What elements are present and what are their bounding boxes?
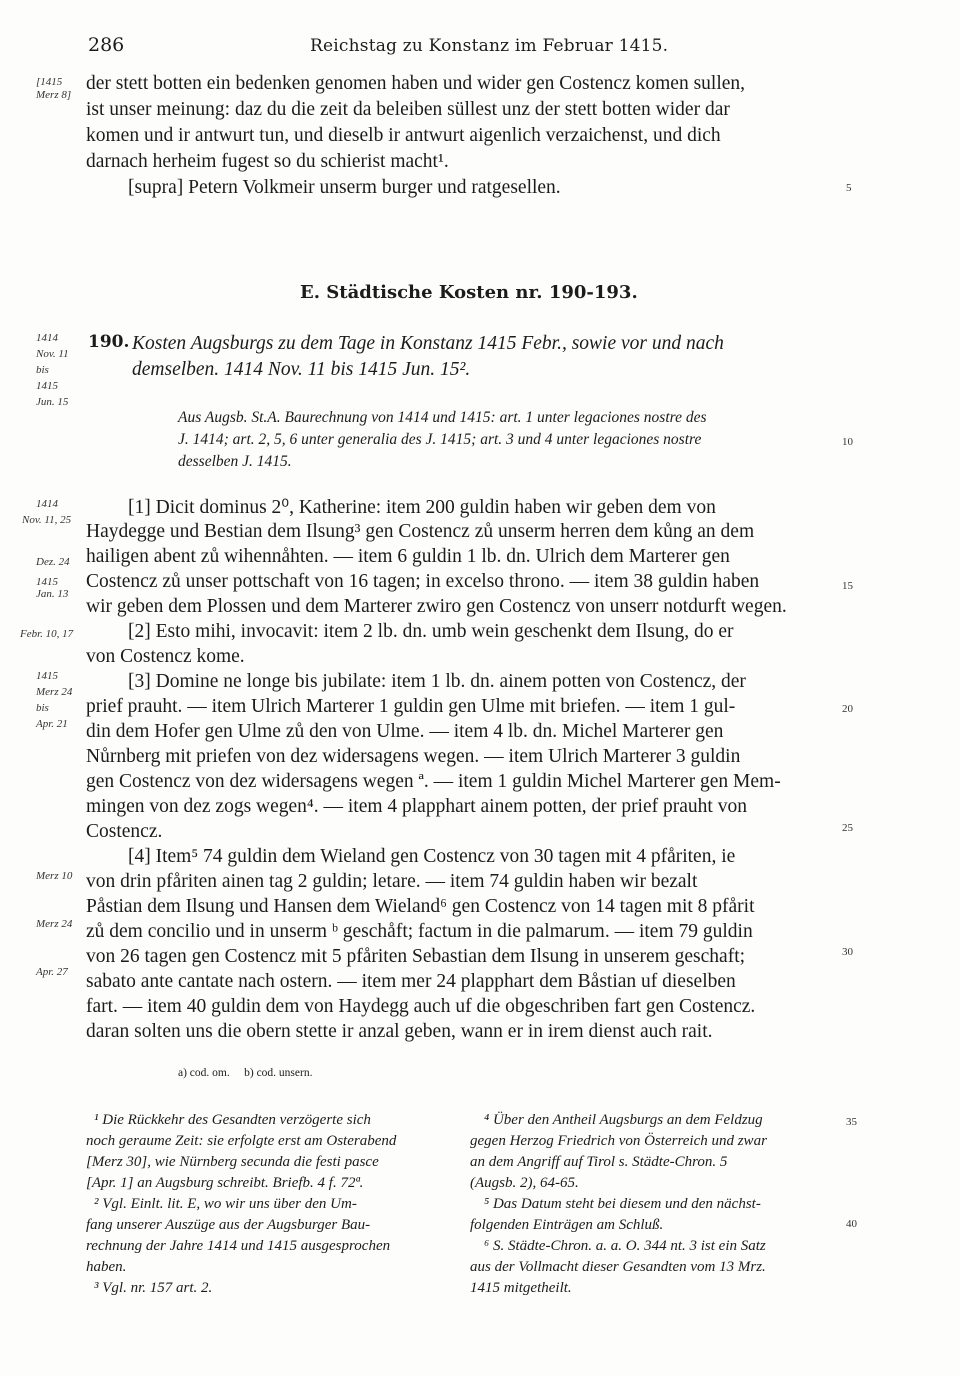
body-line: daran solten uns die obern stette ir anzal geben, wann er in irem dienst auch rait.: [86, 1021, 713, 1042]
body-line: [4] Item⁵ 74 guldin dem Wieland gen Costencz von 30 tagen mit 4 pfåriten, ie: [128, 846, 736, 867]
text-line: der stett botten ein bedenken genomen haben und wider gen Costencz komen sullen,: [86, 73, 746, 94]
text-line: komen und ir antwurt tun, und dieselb ir antwurt aigenlich verzaichenst, und dich: [86, 125, 721, 146]
body-line: von drin pfåriten ainen tag 2 guldin; letare. — item 74 guldin haben wir bezalt: [86, 871, 698, 892]
footnote-line: [Merz 30], wie Nürnberg secunda die festi pasce: [86, 1154, 379, 1170]
body-line: Costencz.: [86, 821, 163, 842]
body-line: von 26 tagen gen Costencz mit 5 pfåriten Sebastian dem Ilsung in unserem geschaft;: [86, 946, 746, 967]
footnote-line: 1415 mitgetheilt.: [470, 1280, 572, 1296]
document-number: 190.: [88, 332, 130, 352]
body-line: Nůrnberg mit priefen von dez widersagens wegen. — item Ulrich Marterer 3 guldin: [86, 746, 741, 767]
footnote-line: folgenden Einträgen am Schluß.: [470, 1217, 664, 1233]
body-line: [2] Esto mihi, invocavit: item 2 lb. dn. umb wein geschenkt dem Ilsung, do er: [128, 621, 734, 642]
footnote-line: ³ Vgl. nr. 157 art. 2.: [94, 1280, 213, 1296]
body-line: Costencz zů unser pottschaft von 16 tagen; in excelso throno. — item 38 guldin haben: [86, 571, 760, 592]
footnote-line: ⁴ Über den Antheil Augsburgs an dem Feldzug: [484, 1112, 763, 1128]
body-line: sabato ante cantate nach ostern. — item mer 24 plapphart dem Båstian uf dieselben: [86, 971, 736, 992]
line-number: 5: [846, 182, 852, 194]
body-margin: 1414: [36, 498, 58, 510]
body-margin: Febr. 10, 17: [20, 628, 74, 640]
footnote-line: fang unserer Auszüge aus der Augsburger Bau-: [86, 1217, 371, 1233]
footnote-line: gegen Herzog Friedrich von Österreich und zwar: [470, 1133, 767, 1149]
doc-margin-l5: Jun. 15: [36, 396, 69, 408]
body-line: Haydegge und Bestian dem Ilsung³ gen Costencz zů unserm herren dem kůng an dem: [86, 521, 755, 542]
body-margin: Apr. 21: [36, 718, 68, 730]
footnote-line: haben.: [86, 1259, 127, 1275]
body-line: von Costencz kome.: [86, 646, 245, 667]
footnote-line: aus der Vollmacht dieser Gesandten vom 13 Mrz.: [470, 1259, 766, 1275]
footnote-line: (Augsb. 2), 64-65.: [470, 1175, 579, 1191]
text-line: ist unser meinung: daz du die zeit da beleiben süllest unz der stett botten wider dar: [86, 99, 730, 120]
doc-margin-l3: bis: [36, 364, 49, 376]
body-line: fart. — item 40 guldin dem von Haydegg auch uf die obgeschriben fart gen Costencz.: [86, 996, 756, 1017]
doc-margin-l4: 1415: [36, 380, 58, 392]
address-line: [supra] Petern Volkmeir unserm burger und ratgesellen.: [128, 177, 561, 198]
body-margin: bis: [36, 702, 49, 714]
body-margin: Merz 24: [36, 686, 73, 698]
line-number: 40: [846, 1218, 857, 1230]
body-margin: Merz 24: [36, 918, 73, 930]
section-heading: E. Städtische Kosten nr. 190-193.: [300, 282, 638, 303]
margin-date-l2: Merz 8]: [36, 89, 72, 101]
footnote-line: noch geraume Zeit: sie erfolgte erst am Osterabend: [86, 1133, 397, 1149]
page-number: 286: [88, 34, 125, 56]
body-line: zů dem concilio und in unserm ᵇ geschåft; factum in die palmarum. — item 79 guldin: [86, 921, 753, 942]
body-line: Påstian dem Ilsung und Hansen dem Wieland⁶ gen Costencz von 14 tagen mit 8 pfårit: [86, 896, 755, 917]
line-number: 35: [846, 1116, 857, 1128]
body-margin: Dez. 24: [36, 556, 70, 568]
line-number: 30: [842, 946, 853, 958]
source-line-3: desselben J. 1415.: [178, 453, 292, 470]
footnote-line: [Apr. 1] an Augsburg schreibt. Briefb. 4 f. 72ª.: [86, 1175, 364, 1191]
body-line: hailigen abent zů wihennåhten. — item 6 guldin 1 lb. dn. Ulrich dem Marterer gen: [86, 546, 730, 567]
body-margin: Apr. 27: [36, 966, 68, 978]
source-line-1: Aus Augsb. St.A. Baurechnung von 1414 und 1415: art. 1 unter legaciones nostre des: [178, 409, 707, 426]
source-line-2: J. 1414; art. 2, 5, 6 unter generalia des J. 1415; art. 3 und 4 unter legaciones nostre: [178, 431, 702, 448]
text-line: darnach herheim fugest so du schierist macht¹.: [86, 151, 449, 172]
body-margin: Nov. 11, 25: [22, 514, 72, 526]
line-number: 20: [842, 703, 853, 715]
body-margin: Jan. 13: [36, 588, 69, 600]
body-line: prief prauht. — item Ulrich Marterer 1 guldin gen Ulme mit briefen. — item 1 gul-: [86, 696, 736, 717]
running-title: Reichstag zu Konstanz im Februar 1415.: [310, 36, 669, 56]
critical-apparatus: a) cod. om. b) cod. unsern.: [178, 1067, 313, 1079]
line-number: 10: [842, 436, 853, 448]
line-number: 25: [842, 822, 853, 834]
doc-margin-l2: Nov. 11: [36, 348, 69, 360]
footnote-line: an dem Angriff auf Tirol s. Städte-Chron. 5: [470, 1154, 728, 1170]
body-line: [3] Domine ne longe bis jubilate: item 1 lb. dn. ainem potten von Costencz, der: [128, 671, 746, 692]
line-number: 15: [842, 580, 853, 592]
document-title-l1: Kosten Augsburgs zu dem Tage in Konstanz 1415 Febr., sowie vor und nach: [132, 333, 724, 354]
body-margin: Merz 10: [36, 870, 73, 882]
footnote-line: rechnung der Jahre 1414 und 1415 ausgesprochen: [86, 1238, 391, 1254]
body-line: wir geben dem Plossen und dem Marterer zwiro gen Costencz von unserr notdurft wegen.: [86, 596, 787, 617]
body-line: gen Costencz von dez widersagens wegen ª. — item 1 guldin Michel Marterer gen Mem-: [86, 771, 781, 792]
footnote-line: ⁶ S. Städte-Chron. a. a. O. 344 nt. 3 ist ein Satz: [484, 1238, 766, 1254]
body-line: din dem Hofer gen Ulme zů den von Ulme. — item 4 lb. dn. Michel Marterer gen: [86, 721, 724, 742]
footnote-line: ² Vgl. Einlt. lit. E, wo wir uns über den Um-: [94, 1196, 357, 1212]
body-line: mingen von dez zogs wegen⁴. — item 4 plapphart ainem potten, der prief prauht von: [86, 796, 747, 817]
doc-margin-l1: 1414: [36, 332, 58, 344]
body-line: [1] Dicit dominus 2⁰, Katherine: item 200 guldin haben wir geben dem von: [128, 497, 716, 518]
body-margin: 1415: [36, 576, 58, 588]
document-title-l2: demselben. 1414 Nov. 11 bis 1415 Jun. 15².: [132, 359, 471, 380]
margin-date-l1: [1415: [36, 76, 63, 88]
footnote-line: ¹ Die Rückkehr des Gesandten verzögerte sich: [94, 1112, 371, 1128]
body-margin: 1415: [36, 670, 58, 682]
footnote-line: ⁵ Das Datum steht bei diesem und den nächst-: [484, 1196, 761, 1212]
